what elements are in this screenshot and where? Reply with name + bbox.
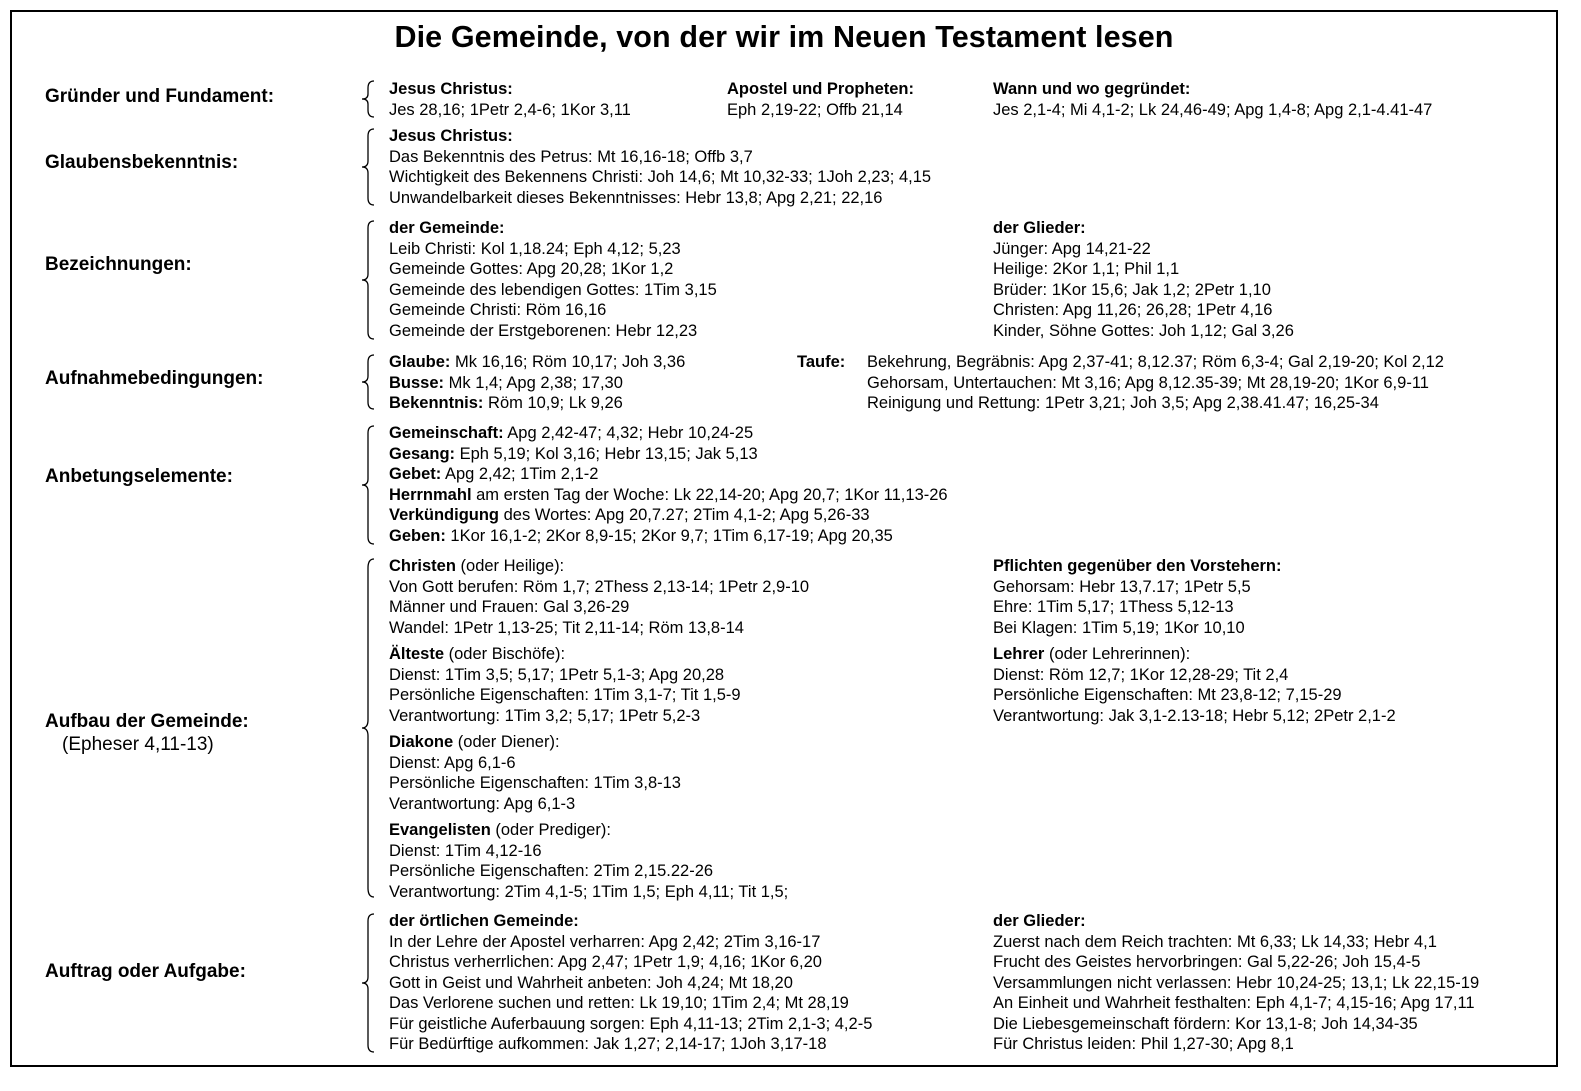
brace-anbetung — [360, 425, 376, 545]
glaubens-line: Unwandelbarkeit dieses Bekenntnisses: Hebr 13,8; Apg 2,21; 22,16 — [389, 188, 883, 207]
bezeichnungen-left-line: Leib Christi: Kol 1,18.24; Eph 4,12; 5,23 — [389, 239, 681, 258]
label-auftrag: Auftrag oder Aufgabe: — [45, 961, 246, 982]
brace-auftrag — [360, 913, 376, 1053]
auftrag-right-line: Die Liebesgemeinschaft fördern: Kor 13,1-8; Joh 14,34-35 — [993, 1014, 1418, 1033]
pflichten-line: Ehre: 1Tim 5,17; 1Thess 5,12-13 — [993, 598, 1234, 616]
gruender-jesus-refs: Jes 28,16; 1Petr 2,4-6; 1Kor 3,11 — [389, 100, 631, 119]
brace-gruender — [360, 80, 376, 118]
label-aufbau: Aufbau der Gemeinde: — [45, 711, 249, 732]
label-gruender: Gründer und Fundament: — [45, 86, 275, 107]
aelteste-head: Älteste (oder Bischöfe): — [389, 645, 566, 663]
auftrag-right-line: An Einheit und Wahrheit festhalten: Eph 4,1-7; 4,15-16; Apg 17,11 — [993, 994, 1475, 1012]
brace-glaubens — [360, 128, 376, 206]
bezeichnungen-left-head: der Gemeinde: — [389, 219, 505, 237]
auftrag-left-line: Das Verlorene suchen und retten: Lk 19,10; 1Tim 2,4; Mt 28,19 — [389, 994, 849, 1012]
diakone-line: Dienst: Apg 6,1-6 — [389, 753, 516, 772]
page-title: Die Gemeinde, von der wir im Neuen Testament lesen — [394, 20, 1174, 54]
taufe-line: Bekehrung, Begräbnis: Apg 2,37-41; 8,12.37; Röm 6,3-4; Gal 2,19-20; Kol 2,12 — [867, 353, 1444, 371]
christen-line: Männer und Frauen: Gal 3,26-29 — [389, 598, 630, 616]
lehrer-line: Persönliche Eigenschaften: Mt 23,8-12; 7,15-29 — [993, 686, 1342, 704]
evangelisten-line: Verantwortung: 2Tim 4,1-5; 1Tim 1,5; Eph 4,11; Tit 1,5; — [389, 882, 789, 901]
gruender-apostel-refs: Eph 2,19-22; Offb 21,14 — [727, 100, 903, 119]
lehrer-line: Verantwortung: Jak 3,1-2.13-18; Hebr 5,12; 2Petr 2,1-2 — [993, 706, 1396, 725]
anbetung-item: Geben: 1Kor 16,1-2; 2Kor 8,9-15; 2Kor 9,7; 1Tim 6,17-19; Apg 20,35 — [389, 526, 893, 545]
evangelisten-line: Persönliche Eigenschaften: 2Tim 2,15.22-26 — [389, 862, 714, 880]
auftrag-left-line: Gott in Geist und Wahrheit anbeten: Joh 4,24; Mt 18,20 — [389, 973, 793, 992]
auftrag-left-line: Für geistliche Auferbauung sorgen: Eph 4,11-13; 2Tim 2,1-3; 4,2-5 — [389, 1014, 873, 1033]
label-aufnahme: Aufnahmebedingungen: — [45, 368, 264, 389]
brace-aufnahme — [360, 354, 376, 410]
auftrag-right-head: der Glieder: — [993, 912, 1086, 930]
evangelisten-line: Dienst: 1Tim 4,12-16 — [389, 841, 542, 860]
anbetung-item: Verkündigung des Wortes: Apg 20,7.27; 2Tim 4,1-2; Apg 5,26-33 — [389, 506, 870, 524]
aelteste-line: Persönliche Eigenschaften: 1Tim 3,1-7; Tit 1,5-9 — [389, 686, 741, 704]
anbetung-item: Gemeinschaft: Apg 2,42-47; 4,32; Hebr 10,24-25 — [389, 424, 754, 442]
pflichten-line: Bei Klagen: 1Tim 5,19; 1Kor 10,10 — [993, 618, 1245, 637]
auftrag-left-line: Für Bedürftige aufkommen: Jak 1,27; 2,14-17; 1Joh 3,17-18 — [389, 1035, 827, 1053]
pflichten-line: Gehorsam: Hebr 13,7.17; 1Petr 5,5 — [993, 577, 1251, 596]
aelteste-line: Verantwortung: 1Tim 3,2; 5,17; 1Petr 5,2-3 — [389, 706, 701, 725]
taufe-line: Reinigung und Rettung: 1Petr 3,21; Joh 3,5; Apg 2,38.41.47; 16,25-34 — [867, 394, 1379, 412]
anbetung-item: Gesang: Eph 5,19; Kol 3,16; Hebr 13,15; Jak 5,13 — [389, 444, 758, 463]
bezeichnungen-right-line: Jünger: Apg 14,21-22 — [993, 239, 1151, 258]
label-bezeichnungen: Bezeichnungen: — [45, 254, 192, 275]
label-glaubens: Glaubensbekenntnis: — [45, 152, 239, 173]
bezeichnungen-right-line: Heilige: 2Kor 1,1; Phil 1,1 — [993, 260, 1180, 278]
christen-line: Wandel: 1Petr 1,13-25; Tit 2,11-14; Röm 13,8-14 — [389, 618, 744, 637]
lehrer-line: Dienst: Röm 12,7; 1Kor 12,28-29; Tit 2,4 — [993, 665, 1289, 684]
taufe-line: Gehorsam, Untertauchen: Mt 3,16; Apg 8,12.35-39; Mt 28,19-20; 1Kor 6,9-11 — [867, 373, 1429, 392]
lehrer-head: Lehrer (oder Lehrerinnen): — [993, 645, 1191, 663]
auftrag-left-head: der örtlichen Gemeinde: — [389, 912, 579, 930]
auftrag-right-line: Zuerst nach dem Reich trachten: Mt 6,33; Lk 14,33; Hebr 4,1 — [993, 932, 1437, 951]
christen-head: Christen (oder Heilige): — [389, 557, 565, 575]
gruender-jesus-head: Jesus Christus: — [389, 80, 513, 98]
bezeichnungen-left-line: Gemeinde der Erstgeborenen: Hebr 12,23 — [389, 321, 698, 340]
taufe-head: Taufe: — [797, 353, 846, 371]
bezeichnungen-left-line: Gemeinde des lebendigen Gottes: 1Tim 3,15 — [389, 280, 717, 299]
auftrag-right-line: Für Christus leiden: Phil 1,27-30; Apg 8,1 — [993, 1035, 1294, 1053]
diakone-line: Persönliche Eigenschaften: 1Tim 3,8-13 — [389, 774, 681, 792]
aufnahme-item: Glaube: Mk 16,16; Röm 10,17; Joh 3,36 — [389, 353, 686, 371]
brace-aufbau — [360, 558, 376, 898]
bezeichnungen-right-head: der Glieder: — [993, 219, 1086, 237]
gruender-apostel-head: Apostel und Propheten: — [727, 80, 914, 98]
glaubens-line: Wichtigkeit des Bekennens Christi: Joh 14,6; Mt 10,32-33; 1Joh 2,23; 4,15 — [389, 168, 932, 186]
auftrag-right-line: Frucht des Geistes hervorbringen: Gal 5,22-26; Joh 15,4-5 — [993, 953, 1421, 971]
aufnahme-item: Busse: Mk 1,4; Apg 2,38; 17,30 — [389, 373, 623, 392]
brace-bezeichnungen — [360, 220, 376, 340]
auftrag-right-line: Versammlungen nicht verlassen: Hebr 10,24-25; 13,1; Lk 22,15-19 — [993, 973, 1480, 992]
evangelisten-head: Evangelisten (oder Prediger): — [389, 821, 611, 839]
aelteste-line: Dienst: 1Tim 3,5; 5,17; 1Petr 5,1-3; Apg 20,28 — [389, 665, 725, 684]
bezeichnungen-right-line: Brüder: 1Kor 15,6; Jak 1,2; 2Petr 1,10 — [993, 280, 1271, 299]
gruender-wann-refs: Jes 2,1-4; Mi 4,1-2; Lk 24,46-49; Apg 1,4-8; Apg 2,1-4.41-47 — [993, 100, 1433, 119]
auftrag-left-line: In der Lehre der Apostel verharren: Apg 2,42; 2Tim 3,16-17 — [389, 932, 821, 951]
bezeichnungen-left-line: Gemeinde Gottes: Apg 20,28; 1Kor 1,2 — [389, 260, 674, 278]
bezeichnungen-left-line: Gemeinde Christi: Röm 16,16 — [389, 301, 607, 319]
glaubens-line: Das Bekenntnis des Petrus: Mt 16,16-18; Offb 3,7 — [389, 147, 753, 166]
bezeichnungen-right-line: Christen: Apg 11,26; 26,28; 1Petr 4,16 — [993, 301, 1273, 319]
pflichten-head: Pflichten gegenüber den Vorstehern: — [993, 557, 1282, 575]
label-anbetung: Anbetungselemente: — [45, 466, 233, 487]
anbetung-item: Gebet: Apg 2,42; 1Tim 2,1-2 — [389, 465, 599, 483]
auftrag-left-line: Christus verherrlichen: Apg 2,47; 1Petr 1,9; 4,16; 1Kor 6,20 — [389, 953, 822, 971]
bezeichnungen-right-line: Kinder, Söhne Gottes: Joh 1,12; Gal 3,26 — [993, 321, 1294, 340]
aufnahme-item: Bekenntnis: Röm 10,9; Lk 9,26 — [389, 394, 623, 412]
diakone-head: Diakone (oder Diener): — [389, 733, 560, 751]
glaubens-head: Jesus Christus: — [389, 127, 513, 145]
anbetung-item: Herrnmahl am ersten Tag der Woche: Lk 22,14-20; Apg 20,7; 1Kor 11,13-26 — [389, 485, 948, 504]
christen-line: Von Gott berufen: Röm 1,7; 2Thess 2,13-14; 1Petr 2,9-10 — [389, 577, 810, 596]
gruender-wann-head: Wann und wo gegründet: — [993, 80, 1191, 98]
sublabel-aufbau: (Epheser 4,11-13) — [62, 734, 214, 755]
diakone-line: Verantwortung: Apg 6,1-3 — [389, 794, 576, 813]
